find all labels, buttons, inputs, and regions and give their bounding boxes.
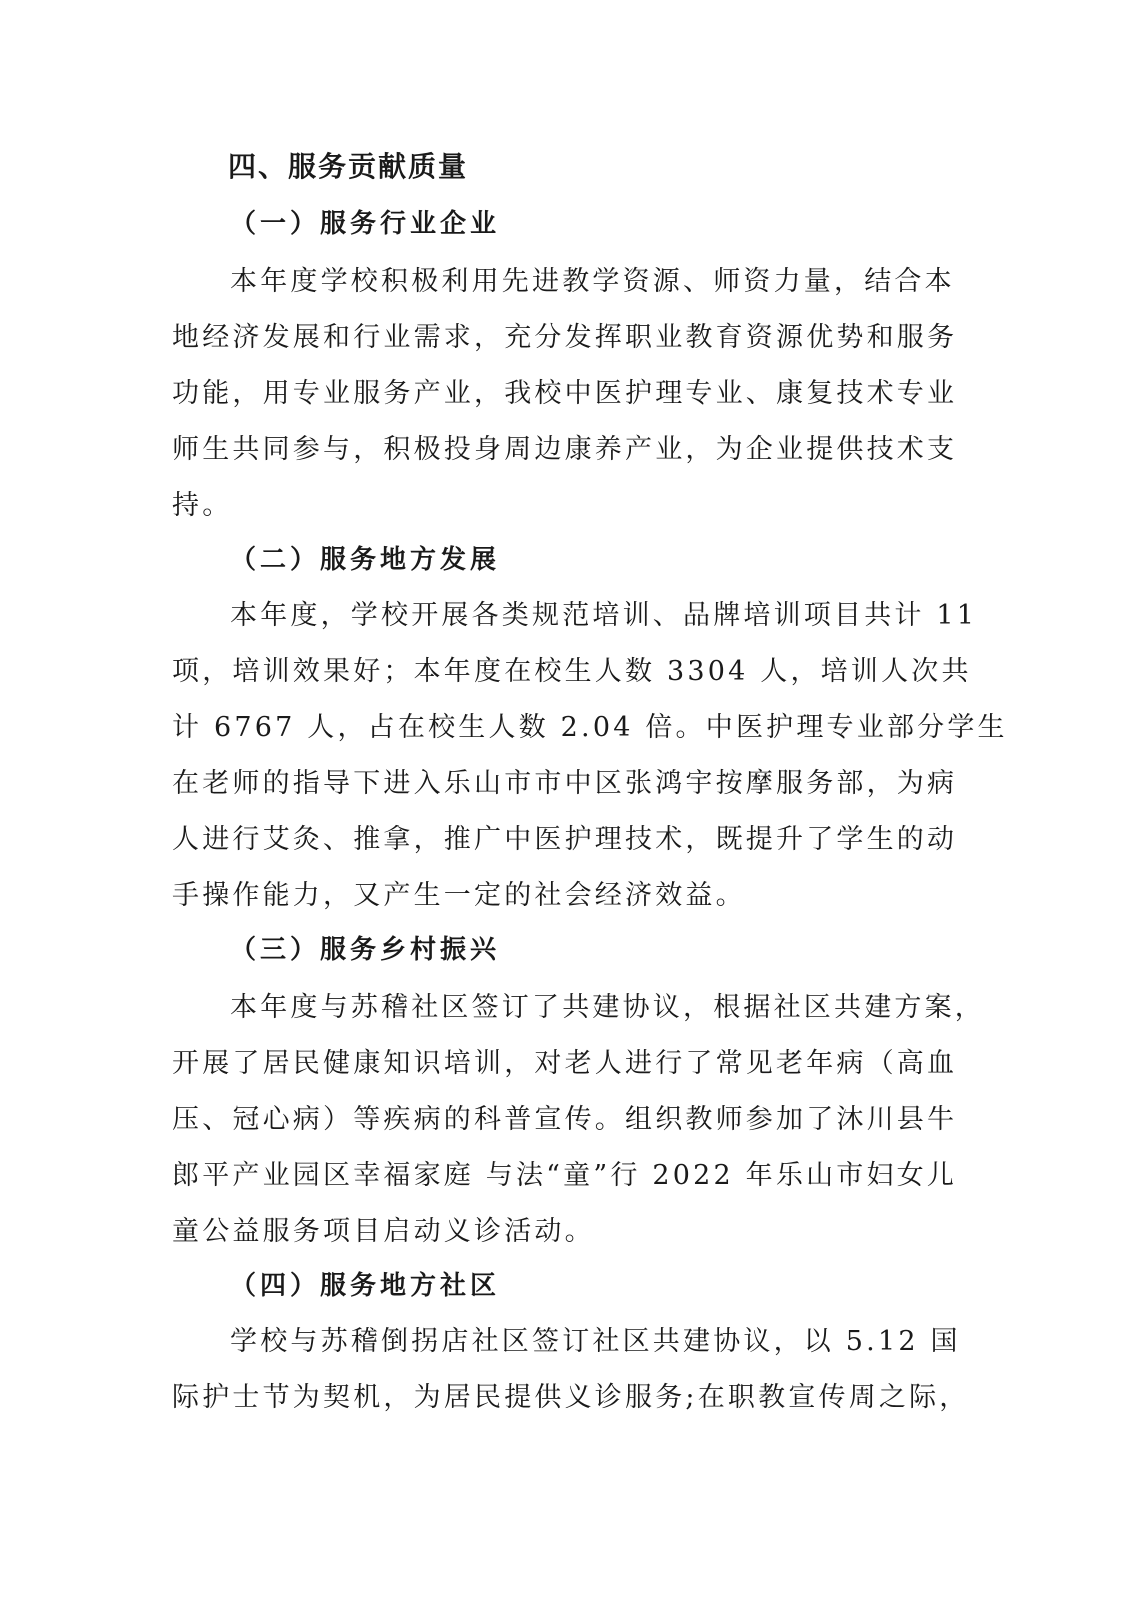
paragraph-line: 本年度与苏稽社区签订了共建协议，根据社区共建方案， bbox=[230, 992, 985, 1023]
paragraph-line: 人进行艾灸、推拿，推广中医护理技术，既提升了学生的动 bbox=[172, 824, 958, 855]
subsection-title-2: （二）服务地方发展 bbox=[230, 545, 501, 575]
paragraph-line: 本年度，学校开展各类规范培训、品牌培训项目共计 11 bbox=[230, 600, 978, 631]
paragraph-line: 在老师的指导下进入乐山市市中区张鸿宇按摩服务部，为病 bbox=[172, 768, 958, 799]
paragraph-line: 开展了居民健康知识培训，对老人进行了常见老年病（高血 bbox=[172, 1048, 958, 1079]
paragraph-line: 压、冠心病）等疾病的科普宣传。组织教师参加了沐川县牛 bbox=[172, 1104, 958, 1135]
subsection-title-4: （四）服务地方社区 bbox=[230, 1271, 501, 1301]
paragraph-line: 持。 bbox=[172, 490, 233, 521]
paragraph-line: 际护士节为契机，为居民提供义诊服务;在职教宣传周之际， bbox=[172, 1382, 970, 1413]
paragraph-line: 师生共同参与，积极投身周边康养产业，为企业提供技术支 bbox=[172, 434, 958, 465]
paragraph-line: 手操作能力，又产生一定的社会经济效益。 bbox=[172, 880, 746, 911]
paragraph-line: 童公益服务项目启动义诊活动。 bbox=[172, 1216, 595, 1247]
subsection-title-1: （一）服务行业企业 bbox=[230, 209, 501, 239]
paragraph-line: 本年度学校积极利用先进教学资源、师资力量，结合本 bbox=[230, 266, 955, 297]
subsection-title-3: （三）服务乡村振兴 bbox=[230, 935, 501, 965]
paragraph-line: 郎平产业园区幸福家庭 与法“童”行 2022 年乐山市妇女儿 bbox=[172, 1160, 958, 1191]
paragraph-line: 计 6767 人，占在校生人数 2.04 倍。中医护理专业部分学生 bbox=[172, 712, 1008, 743]
paragraph-line: 功能，用专业服务产业，我校中医护理专业、康复技术专业 bbox=[172, 378, 958, 409]
paragraph-line: 地经济发展和行业需求，充分发挥职业教育资源优势和服务 bbox=[172, 322, 958, 353]
paragraph-line: 学校与苏稽倒拐店社区签订社区共建协议，以 5.12 国 bbox=[230, 1326, 961, 1357]
paragraph-line: 项，培训效果好；本年度在校生人数 3304 人，培训人次共 bbox=[172, 656, 972, 687]
section-title: 四、服务贡献质量 bbox=[228, 150, 469, 183]
